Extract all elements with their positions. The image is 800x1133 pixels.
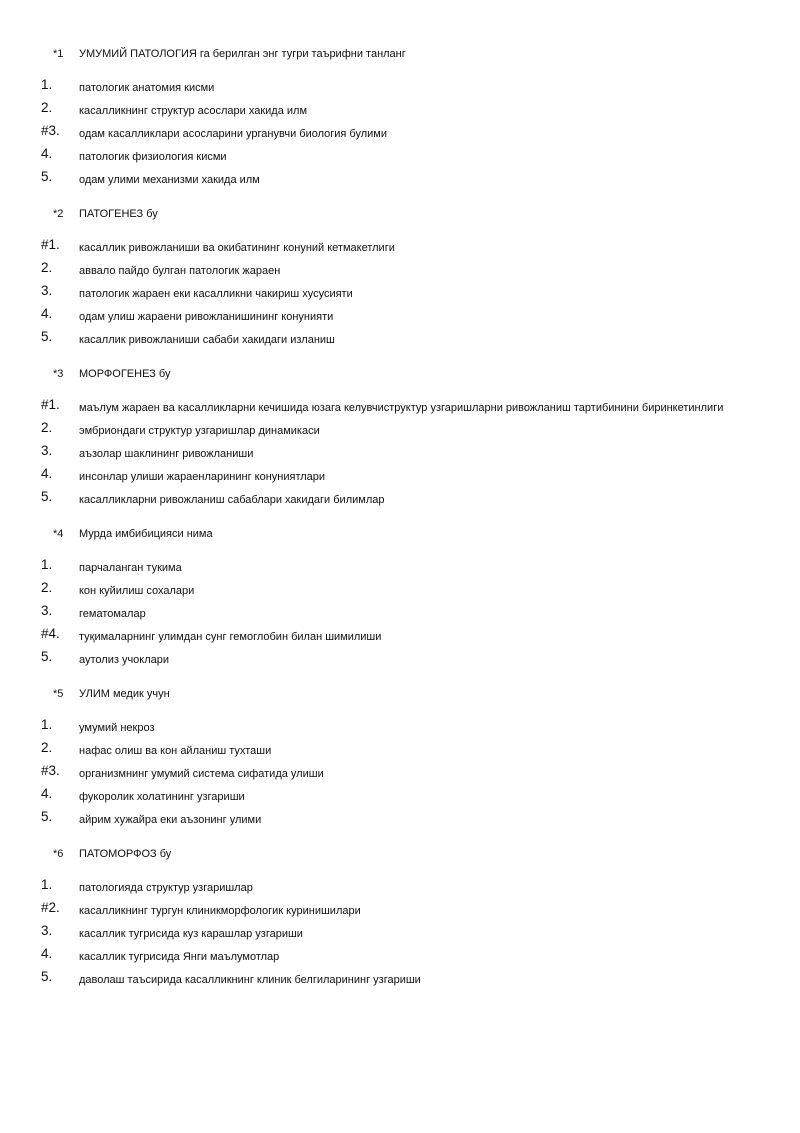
answer-marker: 2. <box>41 580 53 595</box>
answer-marker: 4. <box>41 786 53 801</box>
answer-option <box>0 946 800 973</box>
question-text: УМУМИЙ ПАТОЛОГИЯ га берилган энг тугри таърифни танланг <box>79 48 406 60</box>
answer-option-correct <box>0 763 800 790</box>
answer-text: организмнинг умумий система сифатида улиши <box>79 768 324 780</box>
question-1 <box>0 47 800 196</box>
answer-marker: 1. <box>41 877 53 892</box>
answer-marker: 5. <box>41 489 53 504</box>
answer-text: туқималарнинг улимдан сунг гемоглобин билан шимилиши <box>79 631 382 643</box>
answer-option <box>0 77 800 104</box>
question-4 <box>0 527 800 676</box>
answer-text: эмбриондаги структур узгаришлар динамикаси <box>79 425 320 437</box>
answer-option-correct <box>0 123 800 150</box>
answer-marker: 4. <box>41 466 53 481</box>
answer-marker: 5. <box>41 649 53 664</box>
answer-option <box>0 169 800 196</box>
answer-option-correct <box>0 397 800 424</box>
question-2 <box>0 207 800 356</box>
answer-marker: 4. <box>41 146 53 161</box>
question-number: *3 <box>53 368 64 380</box>
answer-text: гематомалар <box>79 608 146 620</box>
answer-marker: 5. <box>41 969 53 984</box>
question-number: *2 <box>53 208 64 220</box>
question-text: УЛИМ медик учун <box>79 688 170 700</box>
answer-option <box>0 969 800 996</box>
answer-text: айрим хужайра еки аъзонинг улими <box>79 814 262 826</box>
answer-marker: #3. <box>41 763 60 778</box>
answer-marker: 1. <box>41 77 53 92</box>
answer-option <box>0 603 800 630</box>
answer-option <box>0 740 800 767</box>
answer-marker: 3. <box>41 923 53 938</box>
answer-option <box>0 649 800 676</box>
answer-text: патологик физиология кисми <box>79 151 227 163</box>
answer-option-correct <box>0 900 800 927</box>
answer-marker: 2. <box>41 100 53 115</box>
answer-marker: #1. <box>41 397 60 412</box>
answer-marker: 2. <box>41 260 53 275</box>
answer-text: инсонлар улиши жараенларининг конуниятлари <box>79 471 326 483</box>
question-text: МОРФОГЕНЕЗ бу <box>79 368 171 380</box>
answer-marker: 4. <box>41 306 53 321</box>
answer-text: касаллик ривожланиши ва окибатининг конуний кетмакетлиги <box>79 242 395 254</box>
answer-option <box>0 306 800 333</box>
question-number: *4 <box>53 528 64 540</box>
answer-marker: 2. <box>41 740 53 755</box>
answer-option <box>0 146 800 173</box>
answer-text: касаллик ривожланиши сабаби хакидаги изланиш <box>79 334 335 346</box>
answer-text: даволаш таъсирида касалликнинг клиник белгиларининг узгариши <box>79 974 421 986</box>
answer-option <box>0 283 800 310</box>
answer-option-correct <box>0 237 800 264</box>
answer-text: маълум жараен ва касалликларни кечишида юзага келувчиструктур узгаришларни ривожланиш тартибинини биринкетинлиги <box>79 402 724 414</box>
question-text: ПАТОМОРФОЗ бу <box>79 848 172 860</box>
answer-option <box>0 809 800 836</box>
question-text: ПАТОГЕНЕЗ бу <box>79 208 158 220</box>
answer-text: аввало пайдо булган патологик жараен <box>79 265 281 277</box>
answer-option <box>0 717 800 744</box>
answer-text: парчаланган тукима <box>79 562 182 574</box>
answer-text: одам улиш жараени ривожланишининг конунияти <box>79 311 334 323</box>
answer-marker: #3. <box>41 123 60 138</box>
answer-marker: 3. <box>41 443 53 458</box>
answer-text: одам касалликлари асосларини урганувчи биология булими <box>79 128 387 140</box>
answer-text: фукоролик холатининг узгариши <box>79 791 245 803</box>
answer-marker: 5. <box>41 169 53 184</box>
answer-option <box>0 489 800 516</box>
question-5 <box>0 687 800 836</box>
question-number: *6 <box>53 848 64 860</box>
answer-text: кон куйилиш сохалари <box>79 585 195 597</box>
answer-text: патологик анатомия кисми <box>79 82 215 94</box>
answer-text: касалликнинг тургун клиникморфологик куринишилари <box>79 905 361 917</box>
answer-marker: 5. <box>41 809 53 824</box>
answer-text: касалликнинг структур асослари хакида илм <box>79 105 308 117</box>
answer-text: касалликларни ривожланиш сабаблари хакидаги билимлар <box>79 494 385 506</box>
answer-option-correct <box>0 626 800 653</box>
answer-marker: 3. <box>41 603 53 618</box>
answer-option <box>0 557 800 584</box>
answer-text: касаллик тугрисида Янги маълумотлар <box>79 951 280 963</box>
question-3 <box>0 367 800 516</box>
answer-option <box>0 329 800 356</box>
answer-marker: #1. <box>41 237 60 252</box>
answer-text: патологияда структур узгаришлар <box>79 882 253 894</box>
answer-option <box>0 443 800 470</box>
answer-option <box>0 466 800 493</box>
question-text: Мурда имбибицияси нима <box>79 528 213 540</box>
answer-option <box>0 877 800 904</box>
answer-text: патологик жараен еки касалликни чакириш хусусияти <box>79 288 353 300</box>
answer-marker: 5. <box>41 329 53 344</box>
answer-marker: 1. <box>41 557 53 572</box>
answer-marker: #2. <box>41 900 60 915</box>
answer-marker: #4. <box>41 626 60 641</box>
answer-marker: 2. <box>41 420 53 435</box>
answer-option <box>0 260 800 287</box>
answer-option <box>0 100 800 127</box>
answer-option <box>0 420 800 447</box>
answer-text: одам улими механизми хакида илм <box>79 174 260 186</box>
answer-marker: 3. <box>41 283 53 298</box>
answer-text: касаллик тугрисида куз карашлар узгариши <box>79 928 303 940</box>
answer-marker: 1. <box>41 717 53 732</box>
question-number: *1 <box>53 48 64 60</box>
answer-text: аутолиз учоклари <box>79 654 170 666</box>
answer-text: аъзолар шаклининг ривожланиши <box>79 448 254 460</box>
answer-marker: 4. <box>41 946 53 961</box>
answer-text: умумий некроз <box>79 722 155 734</box>
question-number: *5 <box>53 688 64 700</box>
question-6 <box>0 847 800 996</box>
answer-option <box>0 580 800 607</box>
answer-text: нафас олиш ва кон айланиш тухташи <box>79 745 272 757</box>
answer-option <box>0 786 800 813</box>
answer-option <box>0 923 800 950</box>
